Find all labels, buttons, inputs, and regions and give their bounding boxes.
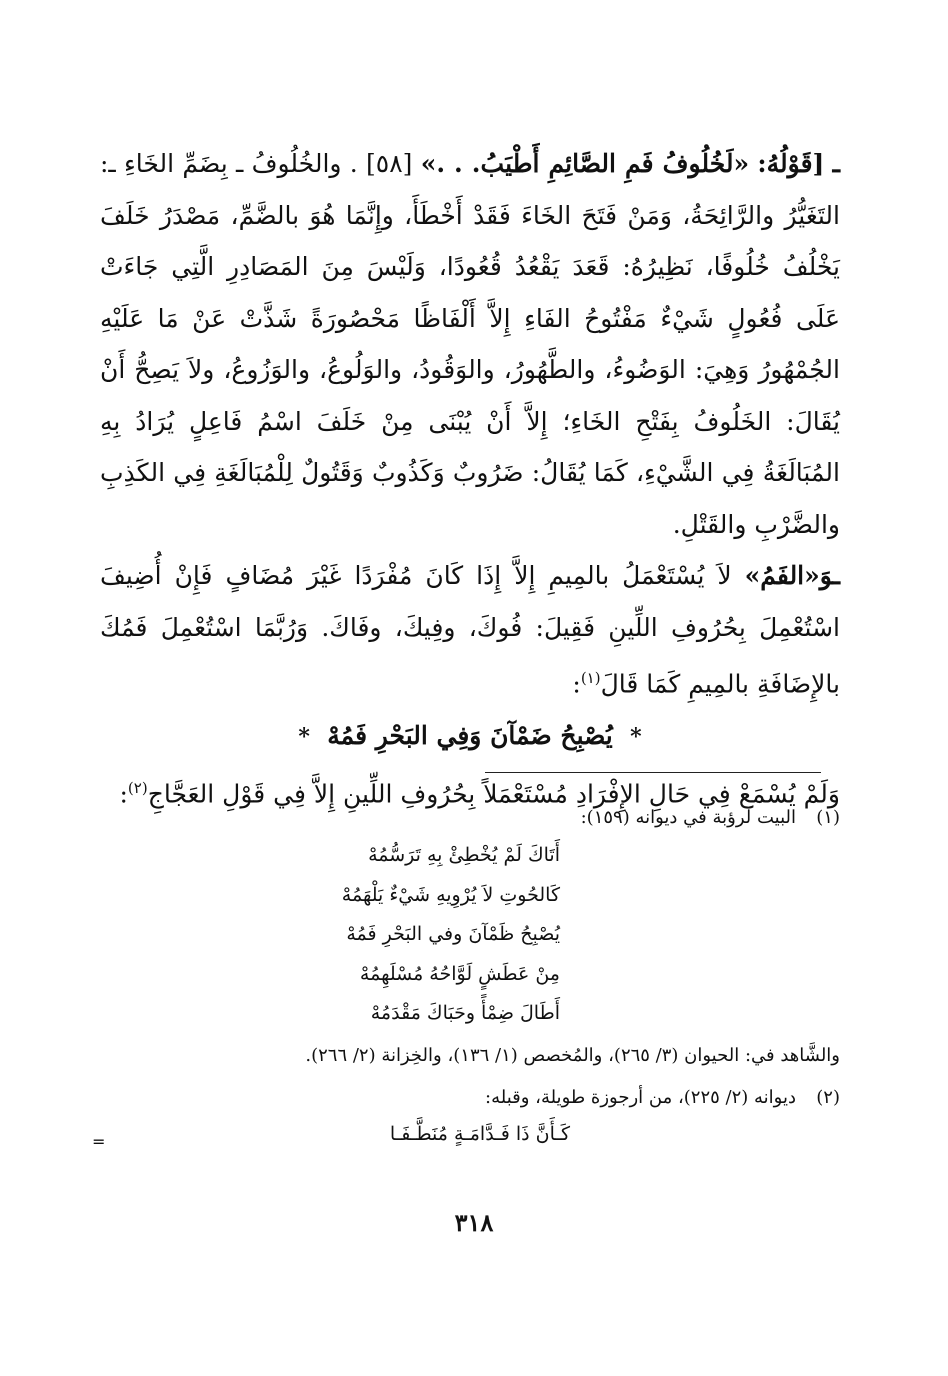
footnote-marker-2[interactable]: (٢)	[127, 779, 148, 798]
hadith-quote: «لَخُلُوفُ فَمِ الصَّائِمِ أَطْيَبُ. . .»	[420, 149, 750, 178]
continuation-mark: =	[92, 1132, 106, 1151]
term-fam: وَ«الفَمُ»	[744, 561, 833, 590]
footnote-text: ديوانه (٢/ ٢٢٥)، من أرجوزة طويلة، وقبله:	[485, 1086, 796, 1108]
page-number: ٣١٨	[454, 1208, 494, 1237]
paragraph-tail: :	[572, 669, 581, 699]
footnote-number: (٢)	[816, 1086, 840, 1108]
footnote-number: (١)	[816, 807, 840, 828]
poem-line: أَطَالَ ضِمْأً وحَبَاكَ مَقْدَمُهْ	[370, 1002, 560, 1024]
poem-line: أَتَاكَ لَمْ يُخْطِئْ بِهِ تَرَسُّمُهْ	[368, 844, 560, 866]
quote-label: [قَوْلُهُ:	[757, 149, 825, 178]
poem-line: كَالحُوتِ لاَ يُرْوِيهِ شَيْءٌ يَلْهَمُهْ	[341, 883, 560, 906]
verse-line	[100, 710, 840, 764]
star-ornament-icon: *	[298, 723, 310, 750]
paragraph-tail: :	[119, 779, 128, 809]
paragraph-fam	[100, 550, 840, 710]
paragraph-khuluf	[100, 138, 840, 550]
main-text	[100, 138, 840, 820]
paragraph-dash: ـ	[832, 561, 840, 590]
verse-text: يُصْبِحُ ضَمْآنَ وَفِي البَحْرِ فَمُهْ	[327, 720, 613, 750]
footnote-source: والشَّاهد في: الحيوان (٣/ ٢٦٥)، والمُخصص (١/ ١٣٦)، والخِزانة (٢/ ٢٦٦).	[305, 1044, 840, 1066]
hadith-reference: [٥٨]	[366, 149, 413, 178]
paragraph-dash: ـ	[832, 149, 840, 178]
footnote-poem	[100, 836, 840, 1034]
paragraph-body: وَلَمْ يُسْمَعْ فِي حَالِ الإِفْرَادِ مُسْتَعْمَلاً بِحُرُوفِ اللِّينِ إِلاَّ فِي قَوْلِ العَجَّاجِ	[147, 779, 840, 809]
paragraph-body: . والخُلُوفُ ـ بِضَمِّ الخَاءِ ـ: التَغَيُّرُ والرَّائِحَةُ، وَمَنْ فَتَحَ الخَاءَ فَقَدْ أَخْطَأَ، وإِنَّمَا هُوَ بالضَّمِّ، مَصْدَرُ خَلَفَ يَخْلُفُ خُلُوفًا، نَظِيرُهُ: قَعَدَ يَقْعُدُ قُعُودًا، وَلَيْسَ مِنَ المَصَادِرِ الَّتِي جَاءَتْ عَلَى فُعُولٍ شَيْءٌ مَفْتُوحُ الفَاءِ إِلاَّ أَلْفَاظًا مَحْصُورَةً شَذَّتْ عَنْ مَا عَلَيْهِ الجُمْهُورُ وَهِيَ: الوَضُوءُ، والطَّهُورُ، والوَقُودُ، والوَلُوعُ، والوَزُوعُ، ولاَ يَصِحُّ أَنْ يُقَالَ: الخَلُوفُ بِفَتْحِ الخَاءِ؛ إِلاَّ أَنْ يُبْنَى مِنْ خَلَفَ اسْمُ فَاعِلٍ يُرَادُ بِهِ المُبَالَغَةُ فِي الشَّيْءِ، كَمَا يُقَالُ: ضَرُوبٌ وَكَذُوبٌ وَقَتُولٌ لِلْمُبَالَغَةِ فِي الكَذِبِ والضَّرْبِ والقَتْلِ.	[100, 149, 840, 539]
footnote-1	[100, 800, 840, 836]
footnote-separator	[485, 772, 821, 773]
paragraph-body: لاَ يُسْتَعْمَلُ بالمِيمِ إِلاَّ إِذَا كَانَ مُفْرَدًا غَيْرَ مُضَافٍ فَإِنْ أُضِيفَ اسْتُعْمِلَ بِحُرُوفِ اللِّينِ فَقِيلَ: فُوكَ، وفِيكَ، وفَاكَ. وَرُبَّمَا اسْتُعْمِلَ فَمُكَ بالإِضَافَةِ بالمِيمِ كَمَا قَالَ	[100, 561, 840, 699]
poem-line: مِنْ عَطَشٍ لَوَّاحُهُ مُسْلَهِمُهْ	[359, 962, 560, 985]
poem-line: يُصْبِحُ ظَمْآنَ وفي البَحْرِ فَمُهْ	[346, 923, 560, 945]
footnotes	[100, 800, 840, 1152]
footnote-verse: كَـأَنَّ ذَا فَـدَّامَـةٍ مُنَطَّـفَـا	[389, 1122, 570, 1145]
footnote-marker-1[interactable]: (١)	[580, 669, 601, 687]
footnote-2	[100, 1080, 840, 1116]
star-ornament-icon: *	[630, 723, 642, 750]
footnote-text: البيت لرؤبة في ديوانه (١٥٩):	[580, 807, 796, 828]
